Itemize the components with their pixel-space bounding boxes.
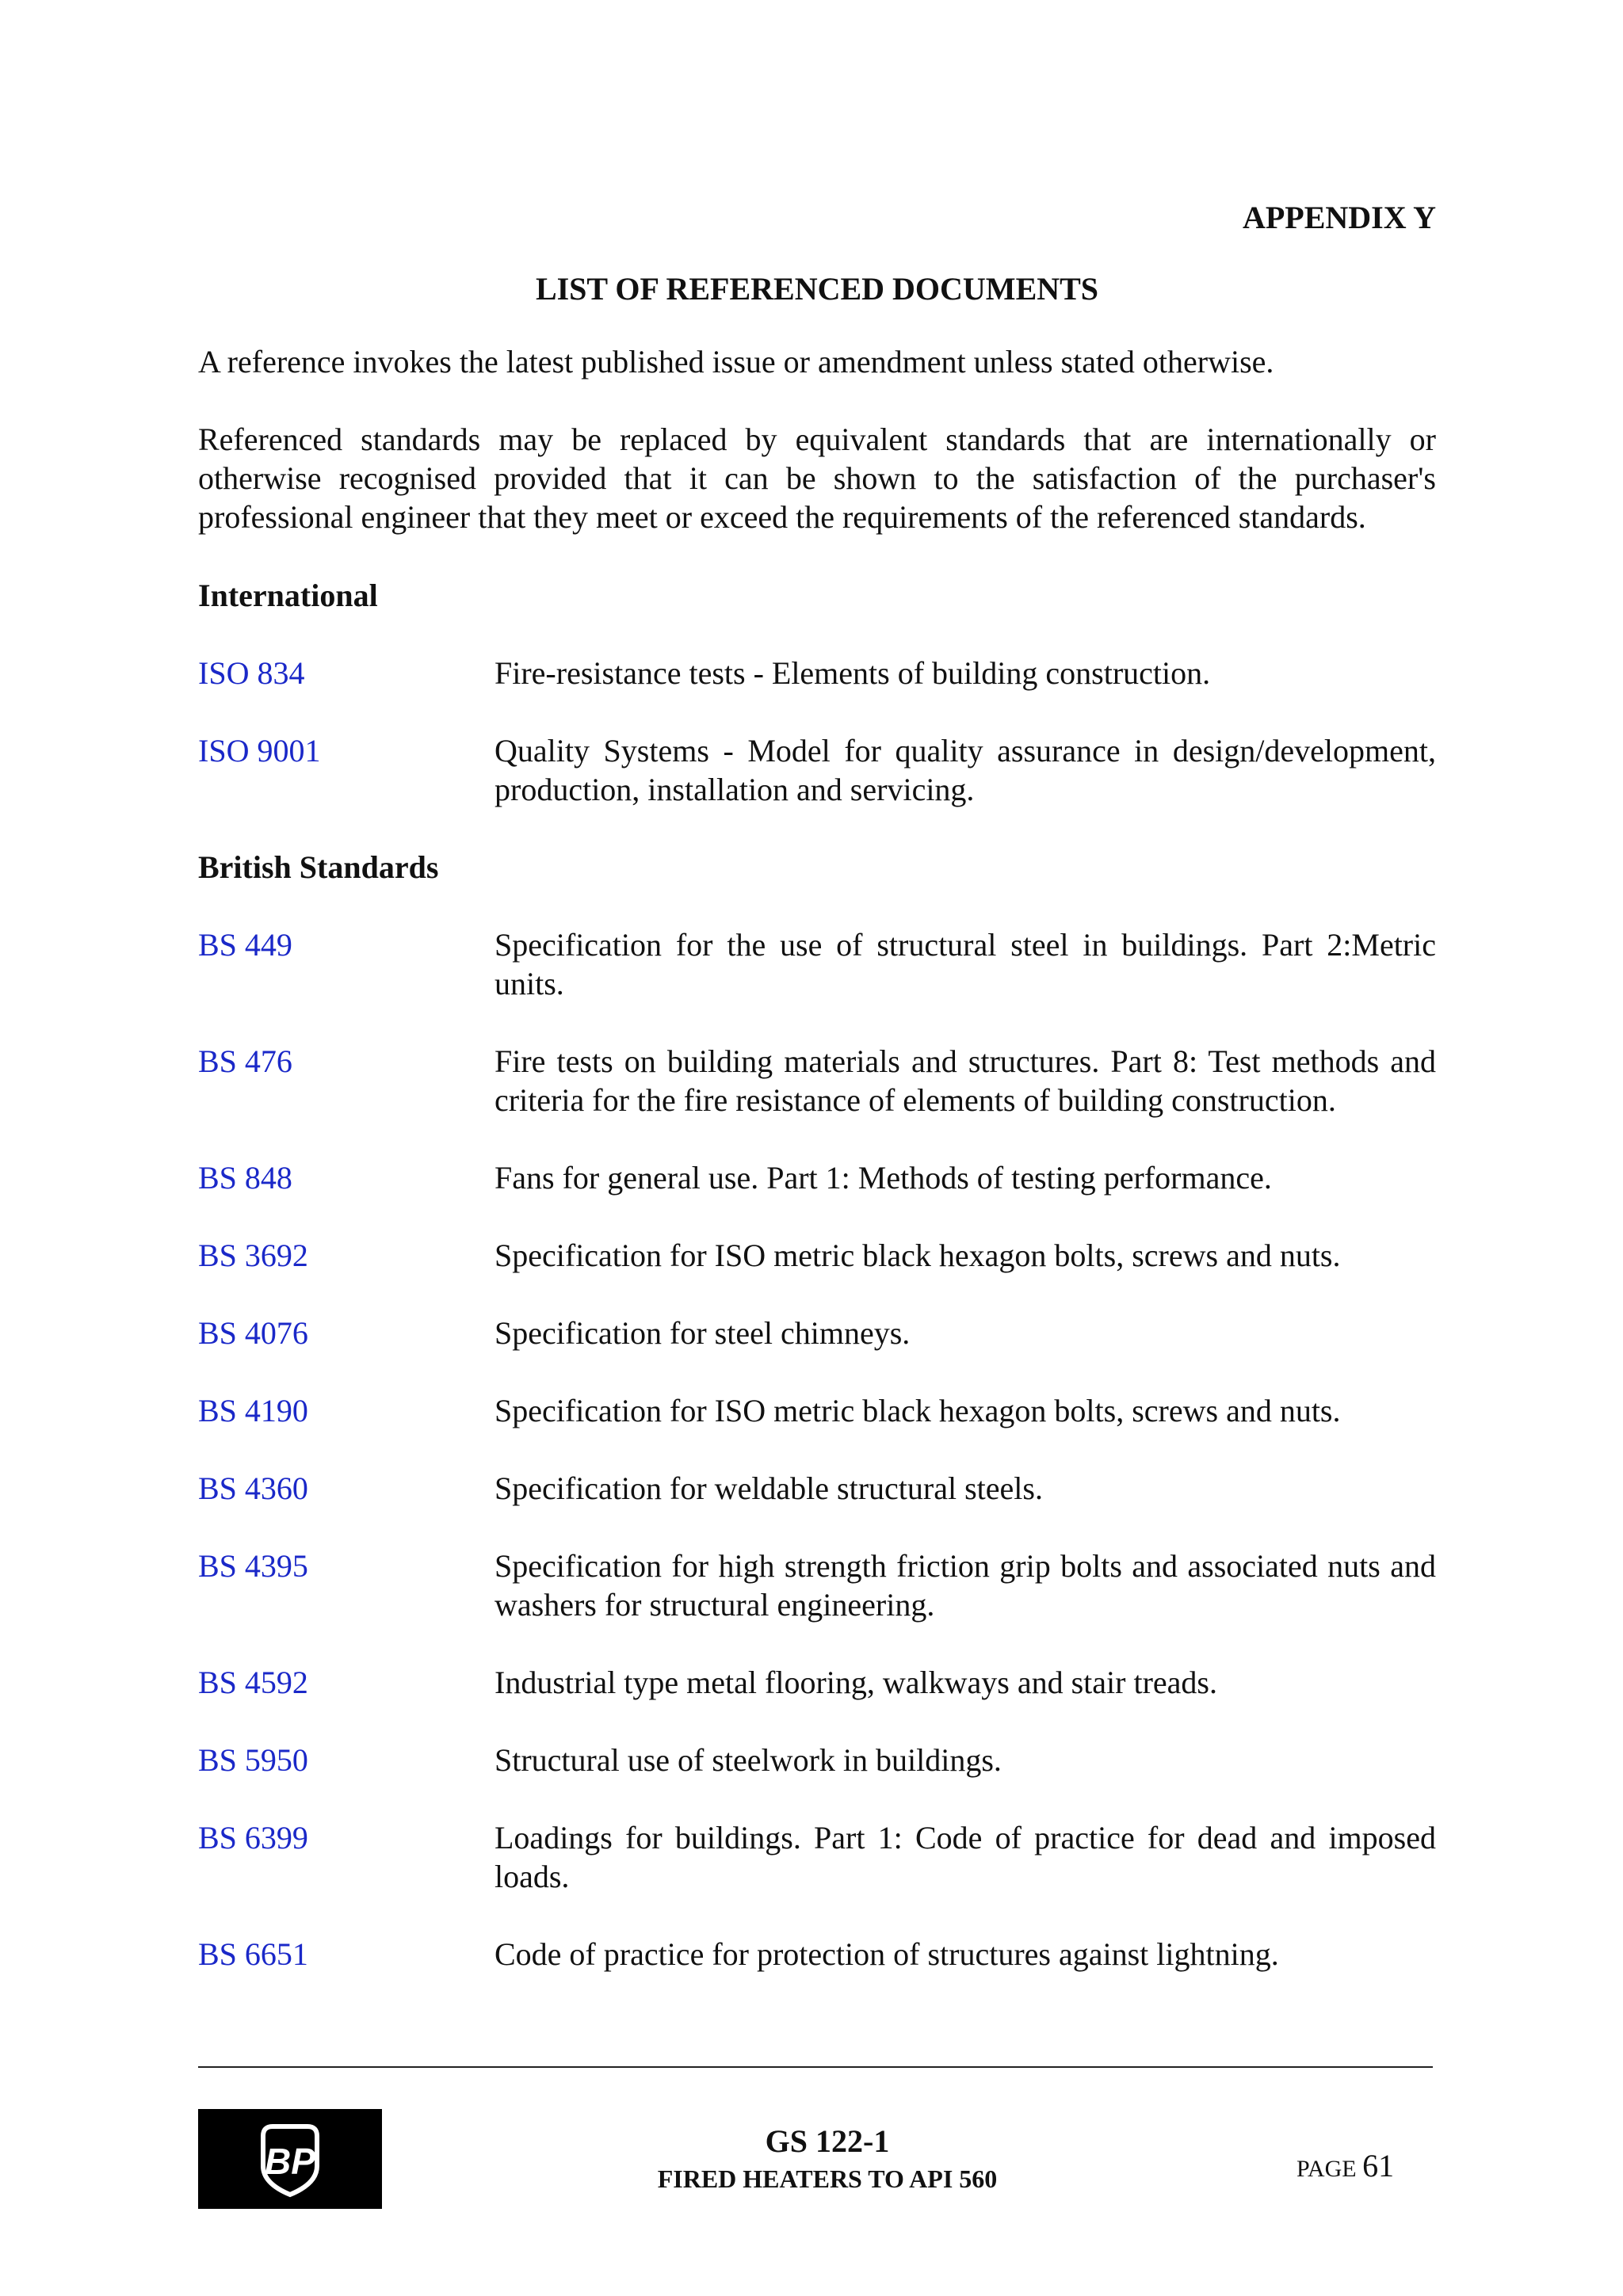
page-label: PAGE (1296, 2156, 1357, 2182)
intro-paragraph-2: Referenced standards may be replaced by equivalent standards that are internationally or otherwise recognised provided that it can be shown to the satisfaction of the purchaser's professional engineer that they meet or exceed the requirements of the referenced standards. (198, 421, 1436, 535)
reference-link[interactable]: BS 4190 (198, 1393, 308, 1428)
reference-description: Code of practice for protection of structures against lightning. (495, 1936, 1279, 1972)
reference-description: Specification for ISO metric black hexagon bolts, screws and nuts. (495, 1238, 1341, 1273)
footer-divider (198, 2066, 1433, 2068)
reference-link[interactable]: BS 6399 (198, 1820, 308, 1855)
reference-description: Fans for general use. Part 1: Methods of testing performance. (495, 1160, 1272, 1196)
footer-doc-title: FIRED HEATERS TO API 560 (657, 2164, 998, 2193)
reference-link[interactable]: ISO 834 (198, 655, 305, 691)
reference-description: Quality Systems - Model for quality assurance in design/development, production, installation and servicing. (495, 733, 1436, 807)
reference-link[interactable]: BS 4395 (198, 1548, 308, 1584)
section-heading-british: British Standards (198, 849, 439, 885)
reference-description: Specification for steel chimneys. (495, 1315, 911, 1351)
logo-lettering: BP (265, 2141, 315, 2182)
reference-link[interactable]: BS 848 (198, 1160, 292, 1196)
intro-paragraph-1: A reference invokes the latest published issue or amendment unless stated otherwise. (198, 344, 1274, 379)
page-number (1296, 2149, 1394, 2187)
reference-link[interactable]: BS 4592 (198, 1665, 308, 1700)
section-heading-international: International (198, 578, 378, 613)
reference-link[interactable]: BS 476 (198, 1043, 292, 1079)
reference-link[interactable]: BS 4360 (198, 1470, 308, 1506)
reference-description: Specification for the use of structural steel in buildings. Part 2:Metric units. (495, 927, 1436, 1001)
reference-link[interactable]: BS 449 (198, 927, 292, 963)
reference-description: Industrial type metal flooring, walkways and stair treads. (495, 1665, 1217, 1700)
reference-description: Structural use of steelwork in buildings. (495, 1742, 1002, 1778)
reference-link[interactable]: BS 5950 (198, 1742, 308, 1778)
reference-description: Specification for ISO metric black hexagon bolts, screws and nuts. (495, 1393, 1341, 1428)
reference-link[interactable]: BS 3692 (198, 1238, 308, 1273)
reference-description: Fire-resistance tests - Elements of building construction. (495, 655, 1211, 691)
reference-description: Specification for high strength friction grip bolts and associated nuts and washers for structural engineering. (495, 1548, 1436, 1623)
footer-doc-code: GS 122-1 (765, 2123, 890, 2159)
reference-description: Fire tests on building materials and structures. Part 8: Test methods and criteria for the fire resistance of elements of building construction. (495, 1043, 1436, 1118)
reference-description: Specification for weldable structural steels. (495, 1470, 1043, 1506)
reference-link[interactable]: BS 6651 (198, 1936, 308, 1972)
reference-description: Loadings for buildings. Part 1: Code of practice for dead and imposed loads. (495, 1820, 1436, 1894)
reference-link[interactable]: BS 4076 (198, 1315, 308, 1351)
reference-link[interactable]: ISO 9001 (198, 733, 321, 769)
appendix-label: APPENDIX Y (1242, 200, 1436, 235)
page-title: LIST OF REFERENCED DOCUMENTS (535, 271, 1099, 307)
page-number-value: 61 (1362, 2148, 1395, 2183)
